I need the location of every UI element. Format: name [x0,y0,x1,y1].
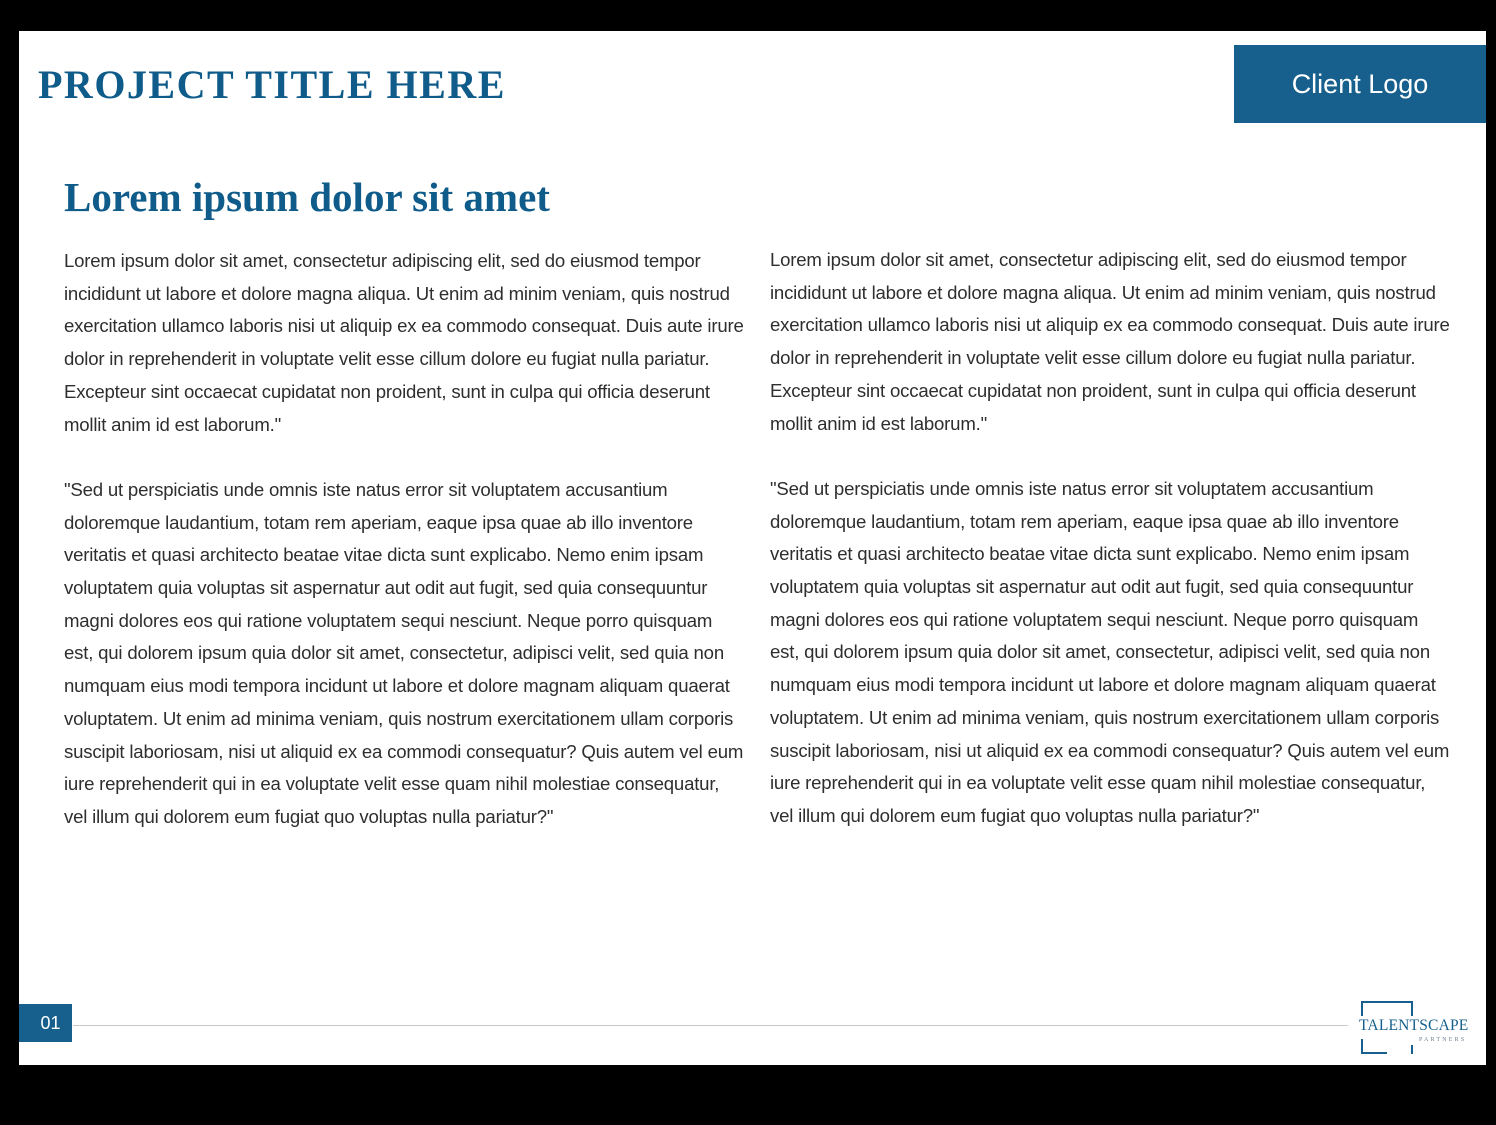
logo-frame-top-icon [1361,1001,1413,1016]
footer-divider [73,1025,1348,1026]
logo-frame-corner-icon [1411,1045,1413,1054]
slide-page [19,31,1486,1065]
right-text-column [770,244,1450,833]
right-paragraph-1: Lorem ipsum dolor sit amet, consectetur adipiscing elit, sed do eiusmod tempor incididunt ut labore et dolore magna aliqua. Ut enim ad minim veniam, quis nostrud exercitation ullamco laboris nisi ut aliquip ex ea commodo consequat. Duis aute irure dolor in reprehenderit in voluptate velit esse cillum dolore eu fugiat nulla pariatur. Excepteur sint occaecat cupidatat non proident, sunt in culpa qui officia deserunt mollit anim id est laborum." [770,249,1450,434]
right-paragraph-2: "Sed ut perspiciatis unde omnis iste natus error sit voluptatem accusantium doloremque laudantium, totam rem aperiam, eaque ipsa quae ab illo inventore veritatis et quasi architecto beatae vitae dicta sunt explicabo. Nemo enim ipsam voluptatem quia voluptas sit aspernatur aut odit aut fugit, sed quia consequuntur magni dolores eos qui ratione voluptatem sequi nesciunt. Neque porro quisquam est, qui dolorem ipsum quia dolor sit amet, consectetur, adipisci velit, sed quia non numquam eius modi tempora incidunt ut labore et dolore magnam aliquam quaerat voluptatem. Ut enim ad minima veniam, quis nostrum exercitationem ullam corporis suscipit laboriosam, nisi ut aliquid ex ea commodi consequatur? Quis autem vel eum iure reprehenderit qui in ea voluptate velit esse quam nihil molestiae consequatur, vel illum qui dolorem eum fugiat quo voluptas nulla pariatur?" [770,477,1450,826]
section-heading: Lorem ipsum dolor sit amet [64,174,550,220]
brand-subtitle: PARTNERS [1419,1037,1467,1043]
page-number-badge [19,1004,72,1042]
project-title: PROJECT TITLE HERE [38,62,506,107]
brand-name: TALENTSCAPE [1359,1017,1469,1034]
client-logo-placeholder [1234,45,1486,123]
page-number: 01 [40,1012,61,1033]
left-paragraph-1: Lorem ipsum dolor sit amet, consectetur adipiscing elit, sed do eiusmod tempor incididunt ut labore et dolore magna aliqua. Ut enim ad minim veniam, quis nostrud exercitation ullamco laboris nisi ut aliquip ex ea commodo consequat. Duis aute irure dolor in reprehenderit in voluptate velit esse cillum dolore eu fugiat nulla pariatur. Excepteur sint occaecat cupidatat non proident, sunt in culpa qui officia deserunt mollit anim id est laborum." [64,250,744,435]
left-paragraph-2: "Sed ut perspiciatis unde omnis iste natus error sit voluptatem accusantium doloremque laudantium, totam rem aperiam, eaque ipsa quae ab illo inventore veritatis et quasi architecto beatae vitae dicta sunt explicabo. Nemo enim ipsam voluptatem quia voluptas sit aspernatur aut odit aut fugit, sed quia consequuntur magni dolores eos qui ratione voluptatem sequi nesciunt. Neque porro quisquam est, qui dolorem ipsum quia dolor sit amet, consectetur, adipisci velit, sed quia non numquam eius modi tempora incidunt ut labore et dolore magnam aliquam quaerat voluptatem. Ut enim ad minima veniam, quis nostrum exercitationem ullam corporis suscipit laboriosam, nisi ut aliquid ex ea commodi consequatur? Quis autem vel eum iure reprehenderit qui in ea voluptate velit esse quam nihil molestiae consequatur, vel illum qui dolorem eum fugiat quo voluptas nulla pariatur?" [64,478,744,827]
left-text-column [64,245,744,834]
talentscape-logo [1357,1001,1472,1055]
client-logo-label: Client Logo [1291,68,1429,99]
